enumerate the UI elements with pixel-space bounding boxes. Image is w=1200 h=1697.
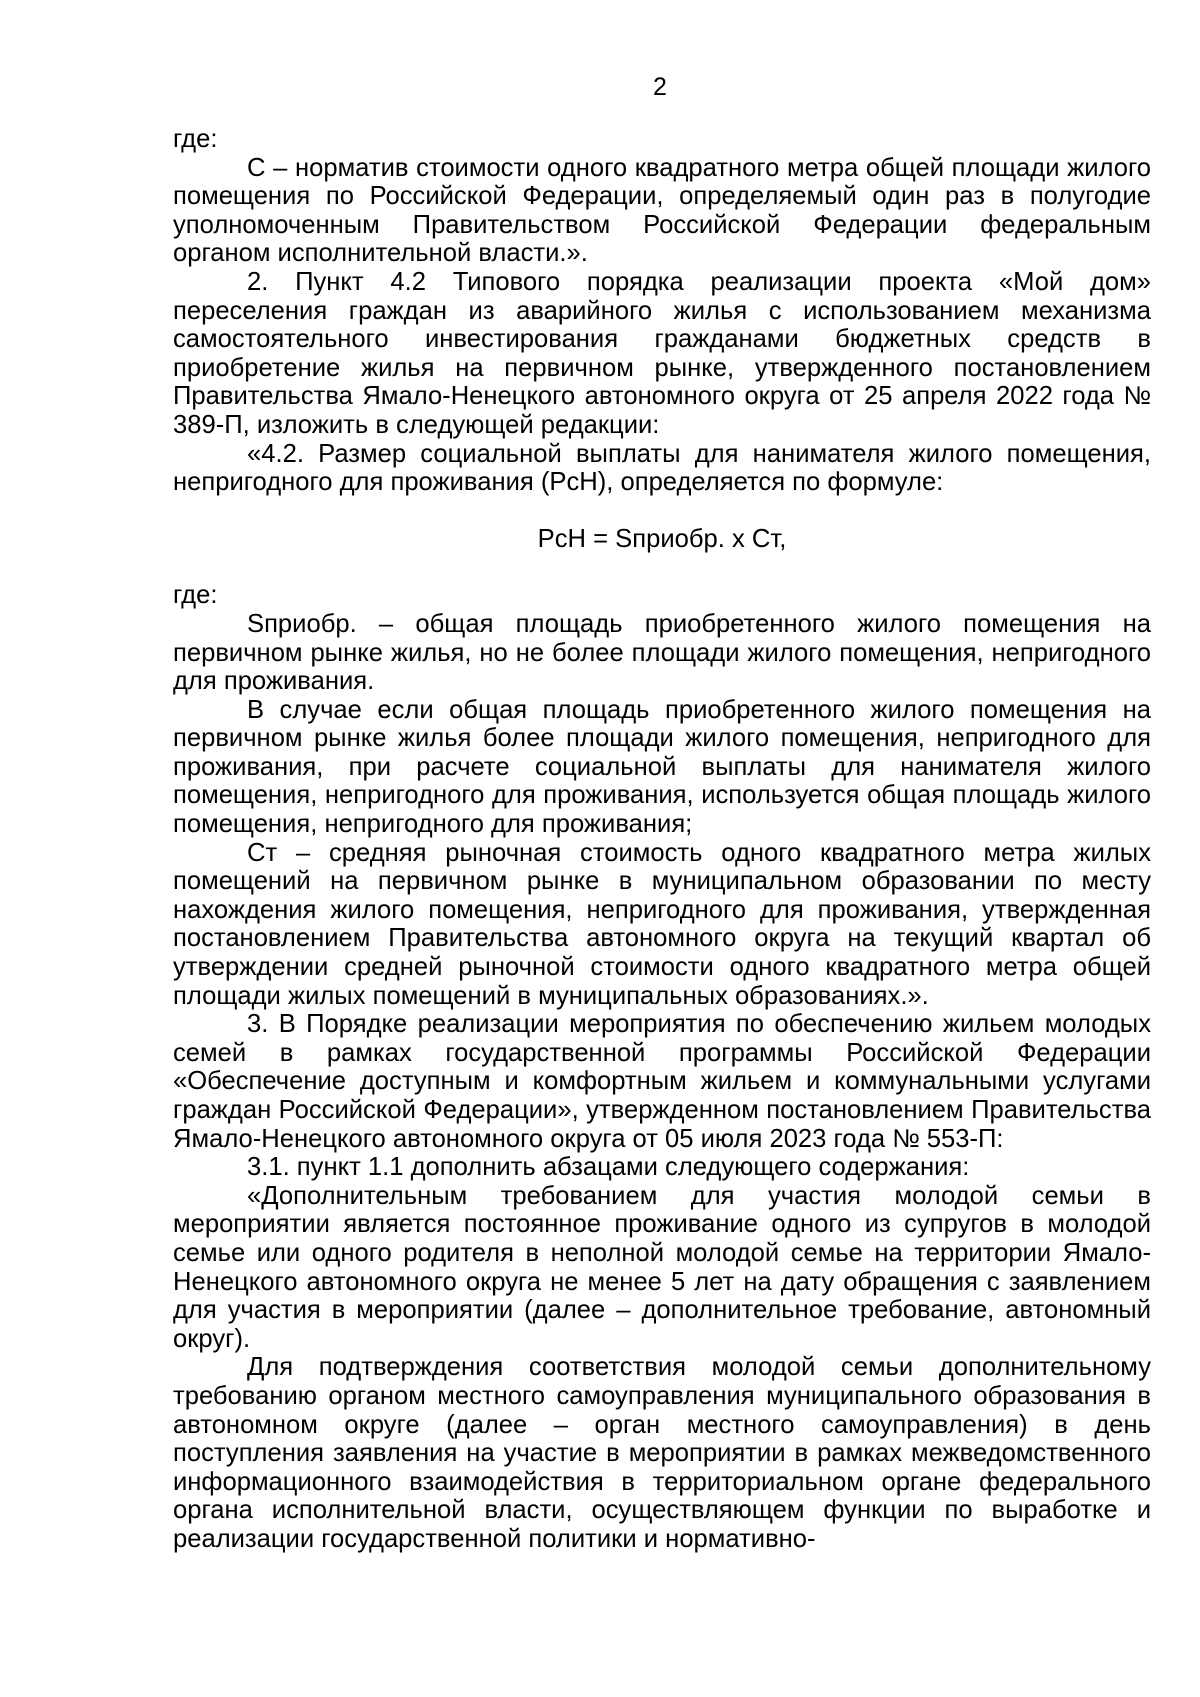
paragraph-additional-requirement: «Дополнительным требованием для участия молодой семьи в мероприятии является постоянное проживание одного из супругов в молодой семье или одного родителя в неполной молодой семье на территории Ямало-Ненецкого автономного округа не менее 5 лет на дату обращения с заявлением для участия в мероприятии (далее – дополнительное требование, автономный округ).: [173, 1181, 1151, 1353]
paragraph-confirmation: Для подтверждения соответствия молодой семьи дополнительному требованию органом местного самоуправления муниципального образования в автономном округе (далее – орган местного самоуправления) в день поступления заявления на участие в мероприятии в рамках межведомственного информационного взаимодействия в территориальном органе федерального органа исполнительной власти, осуществляющем функции по выработке и реализации государственной политики и нормативно-: [173, 1353, 1151, 1553]
where-label-2: где:: [173, 581, 218, 610]
paragraph-item-3: 3. В Порядке реализации мероприятия по обеспечению жильем молодых семей в рамках государственной программы Российской Федерации «Обеспечение доступным и комфортным жильем и коммунальными услугами граждан Российской Федерации», утвержденном постановлением Правительства Ямало-Ненецкого автономного округа от 05 июля 2023 года № 553-П:: [173, 1010, 1151, 1153]
paragraph-item-2: 2. Пункт 4.2 Типового порядка реализации проекта «Мой дом» переселения граждан из аварийного жилья с использованием механизма самостоятельного инвестирования гражданами бюджетных средств в приобретение жилья на первичном рынке, утвержденного постановлением Правительства Ямало-Ненецкого автономного округа от 25 апреля 2022 года № 389-П, изложить в следующей редакции:: [173, 267, 1151, 439]
page-number: 2: [653, 73, 667, 101]
paragraph-case: В случае если общая площадь приобретенного жилого помещения на первичном рынке жилья более площади жилого помещения, непригодного для проживания, при расчете социальной выплаты для нанимателя жилого помещения, непригодного для проживания, используется общая площадь жилого помещения, непригодного для проживания;: [173, 695, 1151, 839]
paragraph-c-definition: С – норматив стоимости одного квадратного метра общей площади жилого помещения по Российской Федерации, определяемый один раз в полугодие уполномоченным Правительством Российской Федерации федеральным органом исполнительной власти.».: [173, 153, 1151, 268]
where-label: где:: [173, 125, 218, 153]
paragraph-st-definition: Ст – средняя рыночная стоимость одного квадратного метра жилых помещений на первичном рынке в муниципальном образовании по месту нахождения жилого помещения, непригодного для проживания, утвержденная постановлением Правительства автономного округа на текущий квартал об утверждении средней рыночной стоимости одного квадратного метра общей площади жилых помещений в муниципальных образованиях.».: [173, 838, 1151, 1010]
paragraph-s-definition: Sприобр. – общая площадь приобретенного жилого помещения на первичном рынке жилья, но не более площади жилого помещения, непригодного для проживания.: [173, 609, 1151, 696]
paragraph-item-3-1: 3.1. пункт 1.1 дополнить абзацами следующего содержания:: [247, 1153, 970, 1182]
document-body: [173, 125, 1151, 1554]
paragraph-item-4-2: «4.2. Размер социальной выплаты для нанимателя жилого помещения, непригодного для проживания (РсН), определяется по формуле:: [173, 439, 1151, 497]
formula: РсН = Sприобр. х Ст,: [537, 524, 787, 553]
